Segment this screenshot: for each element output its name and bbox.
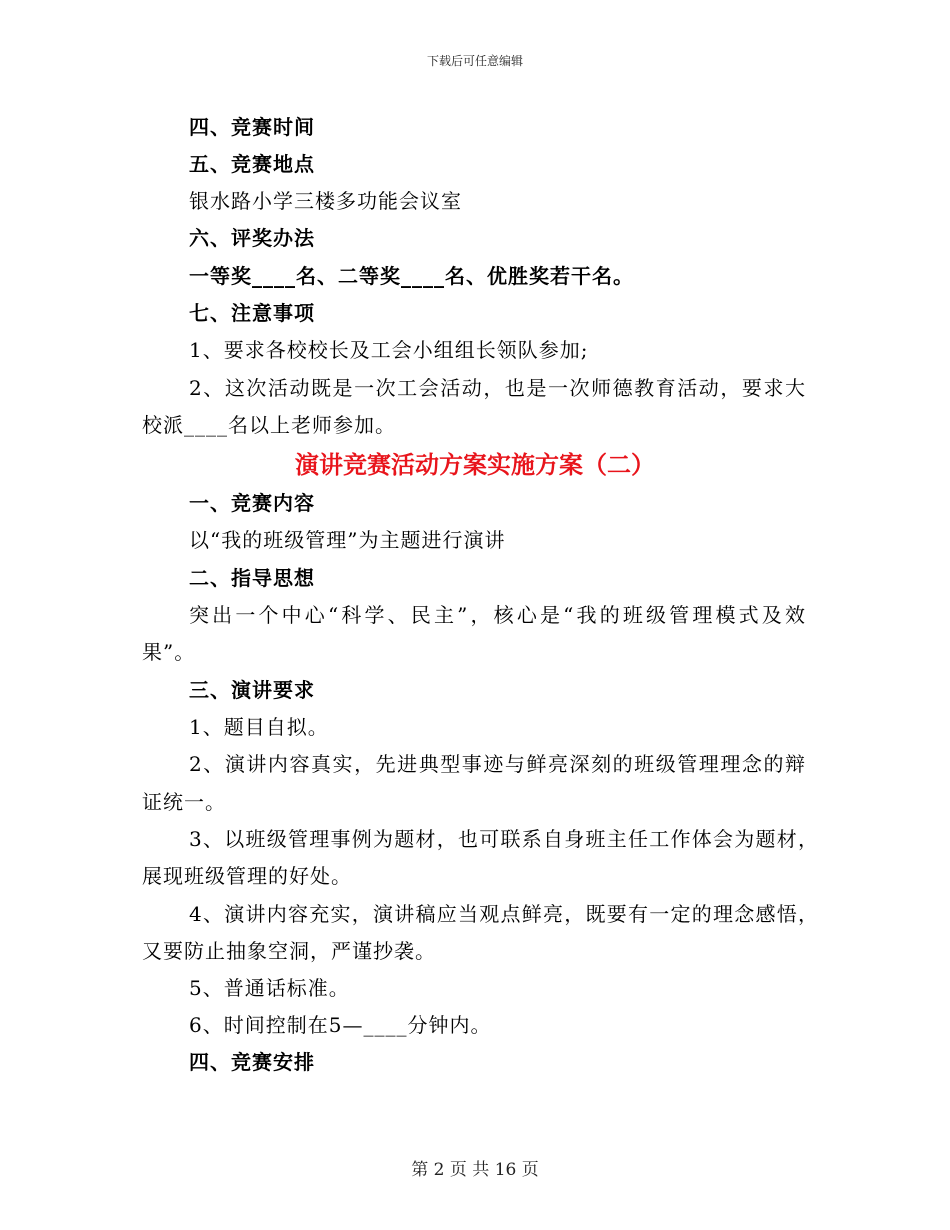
heading-competition-location: 五、竞赛地点 [189, 152, 315, 176]
requirement-1: 1、题目自拟。 [189, 715, 329, 739]
requirement-4-line-2: 又要防止抽象空洞，严谨抄袭。 [142, 939, 436, 963]
guide-line-1: 突出一个中心“科学、民主”，核心是“我的班级管理模式及效 [189, 603, 806, 627]
requirement-6: 6、时间控制在5—____分钟内。 [189, 1013, 492, 1037]
note-2-line-1: 2、这次活动既是一次工会活动，也是一次师德教育活动，要求大 [189, 376, 806, 400]
content-text: 以“我的班级管理”为主题进行演讲 [189, 528, 506, 552]
section-title: 演讲竞赛活动方案实施方案（二） [295, 451, 655, 479]
note-2-line-2: 校派____名以上老师参加。 [142, 413, 396, 437]
requirement-4-line-1: 4、演讲内容充实，演讲稿应当观点鲜亮，既要有一定的理念感悟， [189, 902, 819, 926]
note-1: 1、要求各校校长及工会小组组长领队参加; [189, 338, 589, 362]
page-footer: 第 2 页 共 16 页 [411, 1160, 539, 1180]
heading-competition-arrangement: 四、竞赛安排 [189, 1050, 315, 1074]
location-text: 银水路小学三楼多功能会议室 [189, 189, 462, 213]
page-header: 下载后可任意编辑 [426, 54, 523, 68]
requirement-3-line-2: 展现班级管理的好处。 [142, 864, 352, 888]
heading-competition-time: 四、竞赛时间 [189, 115, 315, 139]
heading-competition-content: 一、竞赛内容 [189, 491, 315, 515]
requirement-2-line-2: 证统一。 [142, 790, 226, 814]
requirement-3-line-1: 3、以班级管理事例为题材，也可联系自身班主任工作体会为题材， [189, 827, 819, 851]
requirement-2-line-1: 2、演讲内容真实，先进典型事迹与鲜亮深刻的班级管理理念的辩 [189, 752, 806, 776]
guide-line-2: 果”。 [142, 640, 196, 664]
heading-speech-requirements: 三、演讲要求 [189, 678, 315, 702]
awards-text: 一等奖____名、二等奖____名、优胜奖若干名。 [189, 264, 634, 288]
requirement-5: 5、普通话标准。 [189, 976, 350, 1000]
heading-award-method: 六、评奖办法 [189, 226, 315, 250]
heading-guiding-idea: 二、指导思想 [189, 566, 315, 590]
heading-notes: 七、注意事项 [189, 301, 315, 325]
